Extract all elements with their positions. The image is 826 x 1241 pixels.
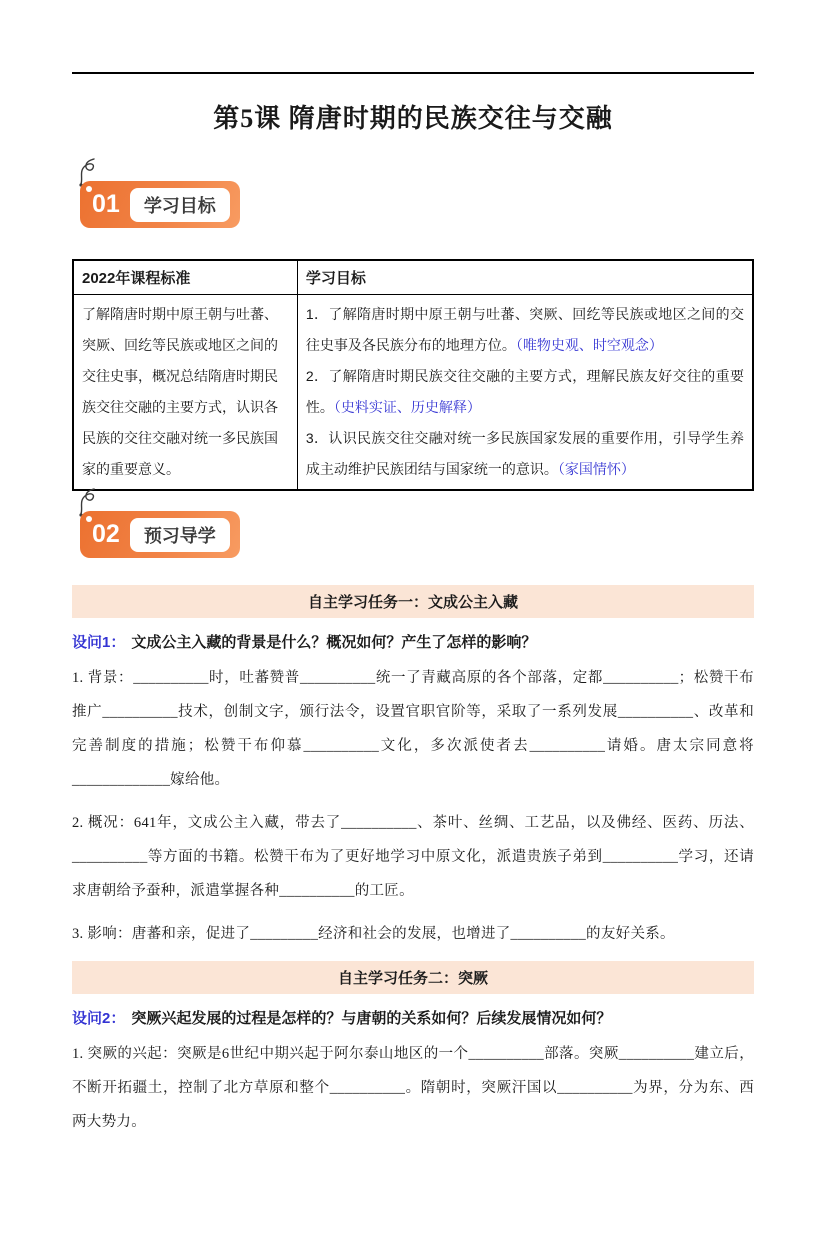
learning-objectives-cell: [297, 295, 753, 491]
fill-in-paragraph-background: 1. 背景：__________时，吐蕃赞普__________统一了青藏高原的各个部落，定都__________；松赞干布推广__________技术，创制文字，颁行法令，设置官职官阶等，采取了一系列发展__________、改革和完善制度的措施；松赞干布仰慕__________文化，多次派使者去__________请婚。唐太宗同意将_____________嫁给他。: [72, 670, 754, 788]
question-label: 设问1：: [72, 634, 126, 651]
objective-item: [306, 299, 744, 361]
question-text: 文成公主入藏的背景是什么？概况如何？产生了怎样的影响？: [131, 634, 537, 651]
section-label: 预习导学: [130, 518, 230, 552]
question-line-2: [72, 1007, 754, 1028]
fill-in-paragraph-tujue-rise: 1. 突厥的兴起：突厥是6世纪中期兴起于阿尔泰山地区的一个__________部落。突厥__________建立后，不断开拓疆土，控制了北方草原和整个__________。隋朝时，突厥汗国以__________为界，分为东、西两大势力。: [72, 1046, 754, 1130]
objective-item: [306, 423, 744, 485]
objective-competency-tag: （唯物史观、时空观念）: [515, 337, 663, 353]
section-badge: [80, 511, 240, 558]
task-banner-2: 自主学习任务二：突厥: [72, 961, 754, 994]
badge-dot-icon: [86, 186, 92, 192]
table-body-row: [73, 295, 753, 491]
objective-item: [306, 361, 744, 423]
column-header-objectives: 学习目标: [297, 260, 753, 295]
page-title: 第5课 隋唐时期的民族交往与交融: [213, 104, 613, 133]
task-banner-1: 自主学习任务一：文成公主入藏: [72, 585, 754, 618]
question-text: 突厥兴起发展的过程是怎样的？与唐朝的关系如何？后续发展情况如何？: [131, 1010, 612, 1027]
fill-in-paragraph-overview: 2. 概况：641年，文成公主入藏，带去了__________、茶叶、丝绸、工艺品，以及佛经、医药、历法、__________等方面的书籍。松赞干布为了更好地学习中原文化，派遣贵族子弟到__________学习，还请求唐朝给予蚕种，派遣掌握各种__________的工匠。: [72, 815, 754, 899]
section-header-02: [72, 511, 754, 559]
objective-competency-tag: （史料实证、历史解释）: [333, 399, 481, 415]
objective-text: 1．了解隋唐时期中原王朝与吐蕃、突厥、回纥等民族或地区之间的交往史事及各民族分布的地理方位。: [305, 306, 744, 353]
objective-competency-tag: （家国情怀）: [557, 461, 635, 477]
worksheet-page: [0, 72, 826, 1241]
question-line-1: [72, 631, 754, 652]
fill-in-paragraph-impact: 3. 影响：唐蕃和亲，促进了_________经济和社会的发展，也增进了__________的友好关系。: [72, 926, 675, 942]
header-rule: [72, 72, 754, 74]
section-header-01: [72, 181, 754, 229]
column-header-standard: 2022年课程标准: [73, 260, 297, 295]
question-label: 设问2：: [72, 1010, 126, 1027]
curriculum-standard-cell: 了解隋唐时期中原王朝与吐蕃、突厥、回纥等民族或地区之间的交往史事，概况总结隋唐时期民族交往交融的主要方式，认识各民族的交往交融对统一多民族国家的重要意义。: [73, 295, 297, 491]
section-badge: [80, 181, 240, 228]
objectives-table: [72, 259, 754, 491]
table-header-row: [73, 260, 753, 295]
objective-text: 3．认识民族交往交融对统一多民族国家发展的重要作用，引导学生养成主动维护民族团结与国家统一的意识。: [305, 430, 744, 477]
badge-dot-icon: [86, 516, 92, 522]
objective-text: 2．了解隋唐时期民族交往交融的主要方式，理解民族友好交往的重要性。: [305, 368, 744, 415]
section-number: 02: [92, 520, 120, 548]
section-label: 学习目标: [130, 188, 230, 222]
section-number: 01: [92, 190, 120, 218]
